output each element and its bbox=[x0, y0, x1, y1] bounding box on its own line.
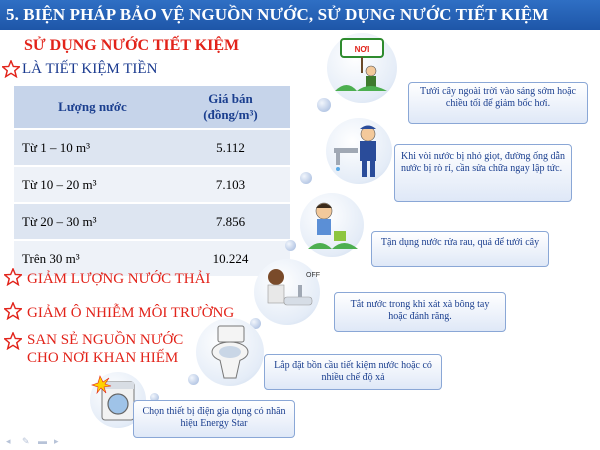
star-icon bbox=[4, 332, 22, 350]
benefit-scarce-regions: CHO NƠI KHAN HIẾM bbox=[27, 350, 179, 366]
prev-slide-icon[interactable]: ◂ bbox=[6, 436, 11, 446]
menu-icon[interactable]: ▬ bbox=[38, 436, 47, 446]
tip-water-saving-toilet: Lắp đặt bồn cầu tiết kiệm nước hoặc có nhiều chế độ xả bbox=[264, 354, 442, 390]
benefit-reduce-wastewater: GIẢM LƯỢNG NƯỚC THẢI bbox=[27, 271, 211, 287]
table-header-row bbox=[14, 86, 290, 129]
tip-turn-off-tap: Tắt nước trong khi xát xà bông tay hoặc đánh răng. bbox=[334, 292, 506, 332]
gardener-icon bbox=[327, 33, 397, 103]
pen-icon[interactable]: ✎ bbox=[22, 436, 30, 446]
next-slide-icon[interactable]: ▸ bbox=[54, 436, 59, 446]
tap-off-icon bbox=[254, 259, 320, 325]
header-price: Giá bán (đồng/m³) bbox=[171, 86, 290, 129]
toilet-illustration bbox=[196, 318, 264, 386]
benefit-share-water: SAN SẺ NGUỒN NƯỚC bbox=[27, 332, 184, 348]
handwash-illustration bbox=[254, 259, 320, 325]
section-subtitle: SỬ DỤNG NƯỚC TIẾT KIỆM bbox=[24, 37, 240, 54]
table-row: Từ 20 – 30 m³ 7.856 bbox=[14, 203, 290, 240]
boy-watering-illustration bbox=[300, 193, 364, 257]
slide-title: 5. BIỆN PHÁP BẢO VỆ NGUỒN NƯỚC, SỬ DỤNG NƯỚC TIẾT KIỆM bbox=[6, 5, 549, 24]
watering-icon bbox=[300, 193, 364, 257]
star-icon bbox=[4, 268, 22, 286]
benefit-reduce-pollution: GIẢM Ô NHIỄM MÔI TRƯỜNG bbox=[27, 305, 235, 321]
water-price-table bbox=[14, 86, 290, 278]
tip-watering-time: Tưới cây ngoài trời vào sáng sớm hoặc chiều tối để giảm bốc hơi. bbox=[408, 82, 588, 124]
table-row: Từ 1 – 10 m³ 5.112 bbox=[14, 129, 290, 166]
sign-text: NƠI bbox=[354, 45, 370, 54]
tip-energy-star: Chọn thiết bị điện gia dụng có nhãn hiệu Energy Star bbox=[133, 400, 295, 438]
title-bar bbox=[0, 0, 600, 30]
off-label: OFF bbox=[306, 272, 320, 279]
garden-illustration bbox=[327, 33, 397, 103]
tip-reuse-water: Tận dụng nước rửa rau, quả để tưới cây bbox=[371, 231, 549, 267]
plumber-illustration bbox=[326, 118, 392, 184]
plumber-icon bbox=[326, 118, 392, 184]
saving-money-label: LÀ TIẾT KIỆM TIỀN bbox=[22, 61, 158, 77]
table-row: Trên 30 m³ 10.224 bbox=[14, 240, 290, 277]
header-quantity: Lượng nước bbox=[14, 86, 171, 129]
tip-fix-leaks: Khi vòi nước bị nhỏ giọt, đường ống dẫn nước bị rò rỉ, cần sửa chữa ngay lập tức. bbox=[394, 144, 572, 202]
table-row: Từ 10 – 20 m³ 7.103 bbox=[14, 166, 290, 203]
decor-dot bbox=[285, 240, 296, 251]
decor-dot bbox=[300, 172, 312, 184]
star-icon bbox=[4, 302, 22, 320]
star-icon bbox=[2, 60, 20, 78]
toilet-icon bbox=[196, 318, 264, 386]
